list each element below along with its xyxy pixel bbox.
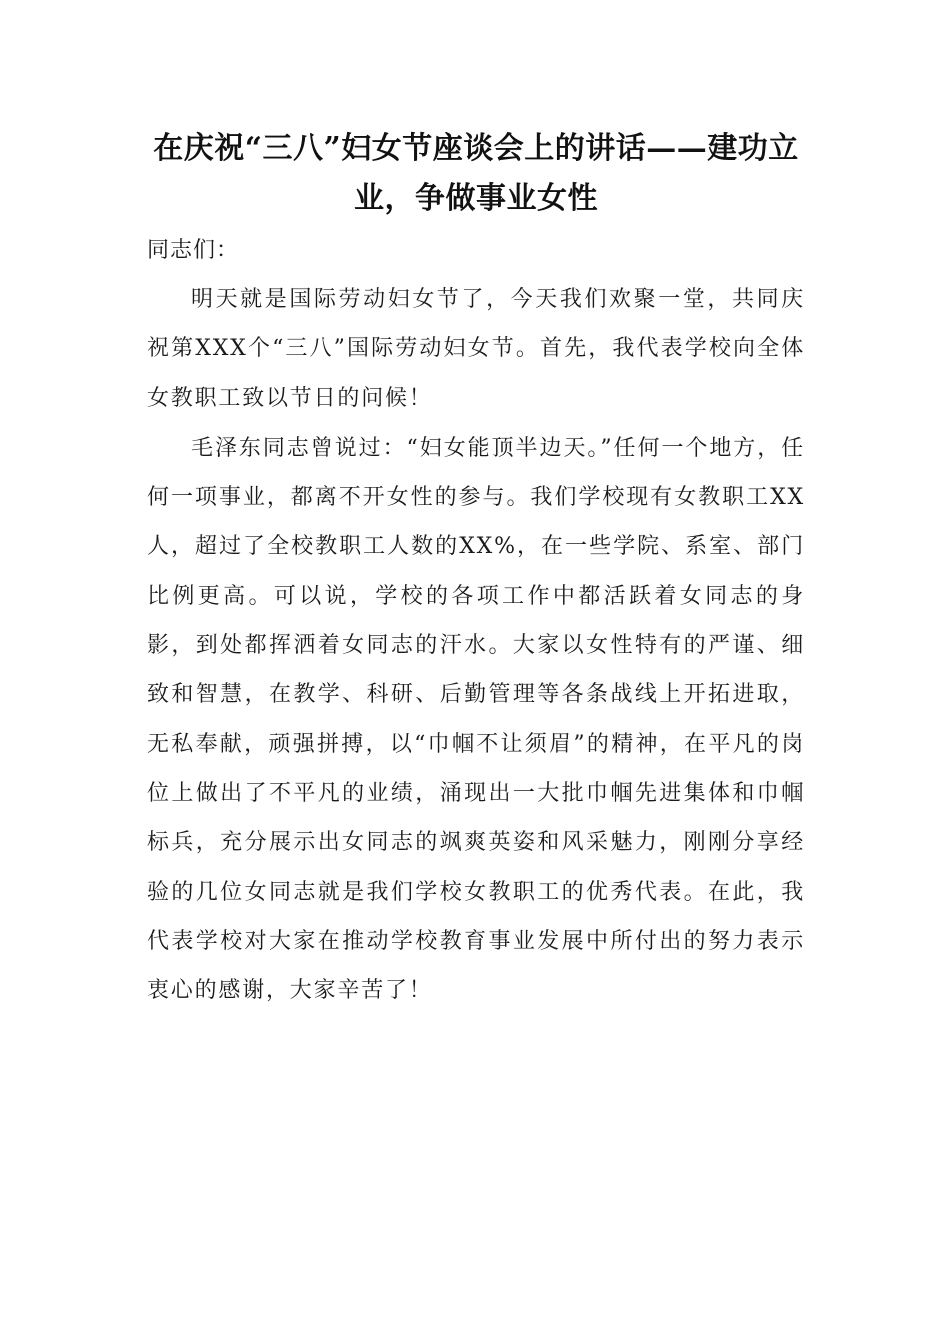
- paragraph-2: 毛泽东同志曾说过：“妇女能顶半边天。”任何一个地方，任何一项事业，都离不开女性的参与。我们学校现有女教职工XX人，超过了全校教职工人数的XX%，在一些学院、系室、部门比例更高。可以说，学校的各项工作中都活跃着女同志的身影，到处都挥洒着女同志的汗水。大家以女性特有的严谨、细致和智慧，在教学、科研、后勤管理等各条战线上开拓进取，无私奉献，顽强拼搏，以“巾帼不让须眉”的精神，在平凡的岗位上做出了不平凡的业绩，涌现出一大批巾帼先进集体和巾帼标兵，充分展示出女同志的飒爽英姿和风采魅力，刚刚分享经验的几位女同志就是我们学校女教职工的优秀代表。在此，我代表学校对大家在推动学校教育事业发展中所付出的努力表示衷心的感谢，大家辛苦了！: [147, 435, 805, 1004]
- paragraph-1: 明天就是国际劳动妇女节了，今天我们欢聚一堂，共同庆祝第XXX个“三八”国际劳动妇女节。首先，我代表学校向全体女教职工致以节日的问候！: [147, 287, 805, 411]
- document-title: 在庆祝“三八”妇女节座谈会上的讲话——建功立业，争做事业女性: [153, 131, 799, 216]
- greeting: 同志们：: [147, 238, 240, 263]
- document-body: [147, 124, 805, 1015]
